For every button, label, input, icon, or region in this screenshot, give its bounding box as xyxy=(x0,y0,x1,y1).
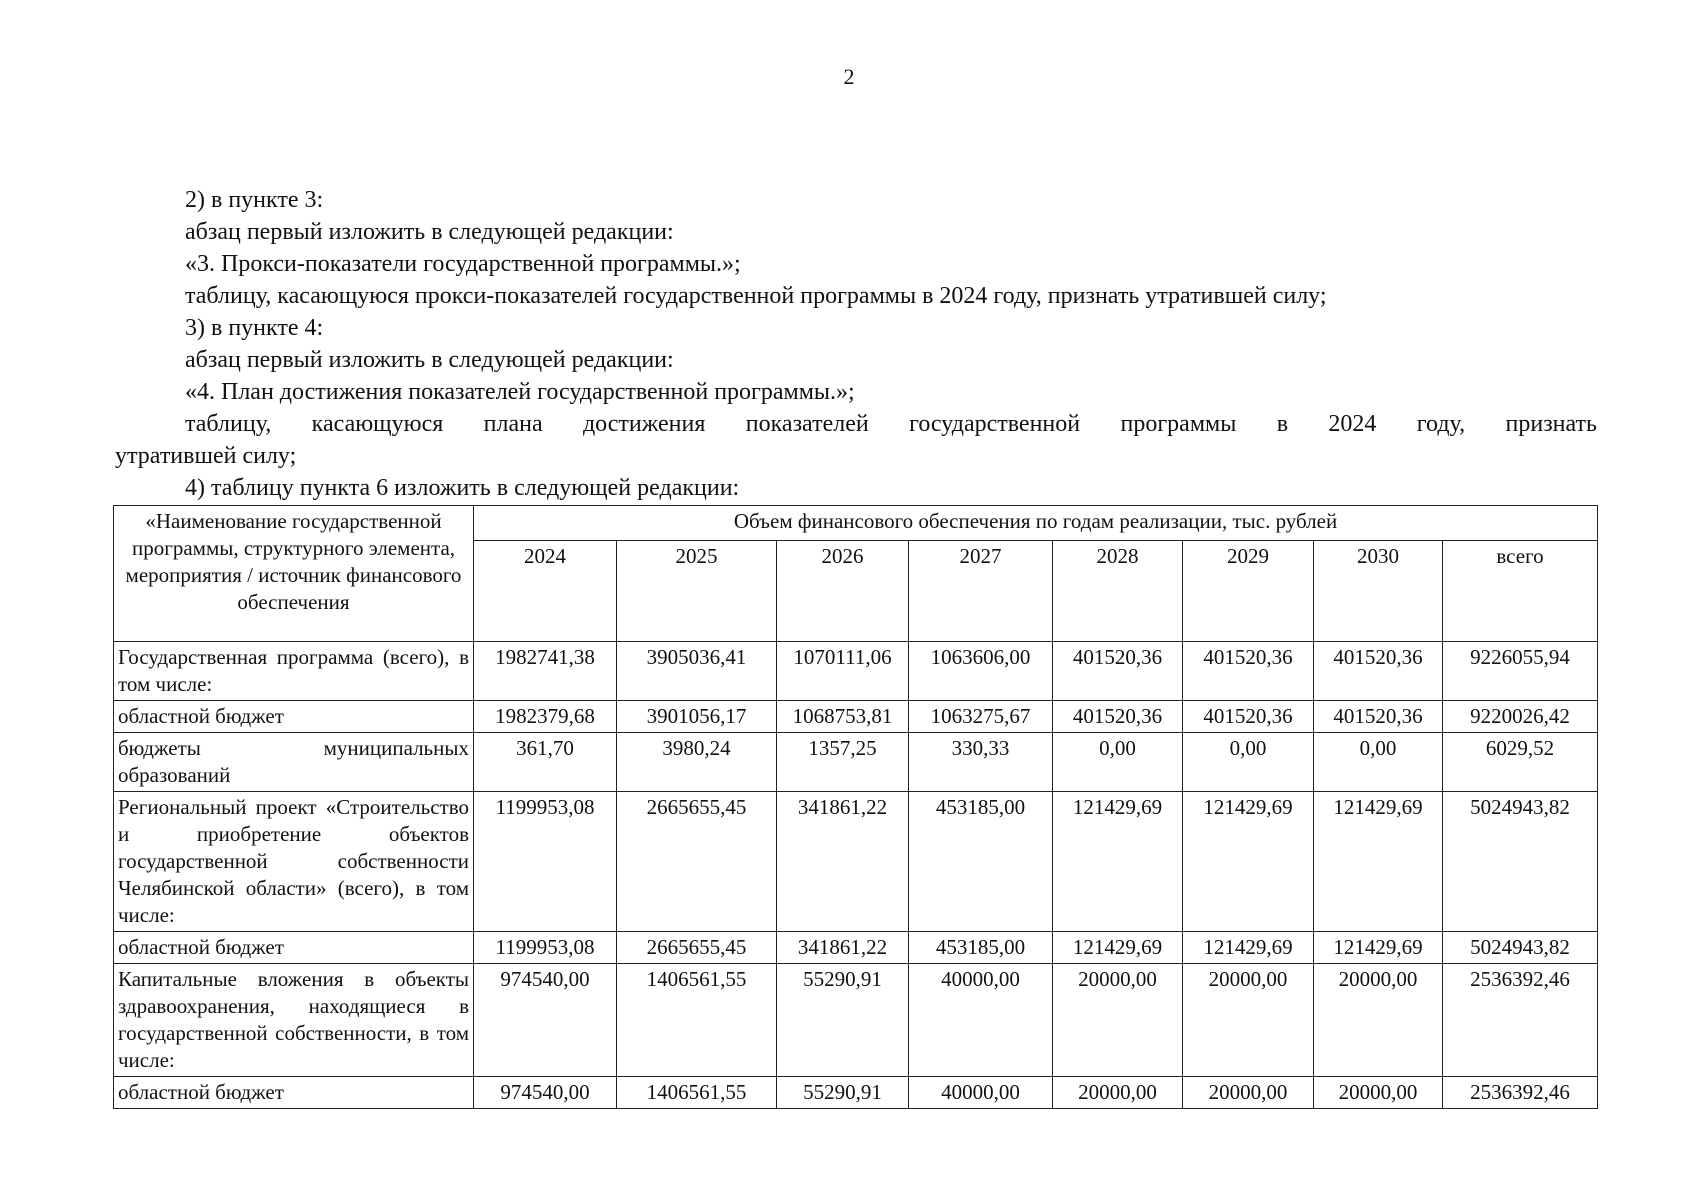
value-cell: 20000,00 xyxy=(1053,964,1183,1077)
table-row xyxy=(114,964,1598,1077)
row-name-cell: Государственная программа (всего), в том числе: xyxy=(114,642,474,701)
value-cell: 121429,69 xyxy=(1183,932,1314,964)
year-header: 2028 xyxy=(1053,541,1183,642)
table-body xyxy=(114,642,1598,1109)
row-name-cell: Региональный проект «Строительство и приобретение объектов государственной собственности Челябинской области» (всего), в том числе: xyxy=(114,792,474,932)
table-row xyxy=(114,1077,1598,1109)
value-cell: 1357,25 xyxy=(777,733,909,792)
value-cell: 401520,36 xyxy=(1314,701,1443,733)
value-cell: 1406561,55 xyxy=(617,1077,777,1109)
table-row xyxy=(114,932,1598,964)
paragraph: «4. План достижения показателей государственной программы.»; xyxy=(185,379,855,405)
value-cell: 55290,91 xyxy=(777,964,909,1077)
value-cell: 2536392,46 xyxy=(1443,1077,1598,1109)
value-cell: 401520,36 xyxy=(1053,642,1183,701)
paragraph: «3. Прокси-показатели государственной программы.»; xyxy=(185,251,741,277)
value-cell: 121429,69 xyxy=(1183,792,1314,932)
value-cell: 5024943,82 xyxy=(1443,792,1598,932)
value-cell: 55290,91 xyxy=(777,1077,909,1109)
volume-header: Объем финансового обеспечения по годам реализации, тыс. рублей xyxy=(474,506,1598,541)
value-cell: 453185,00 xyxy=(909,792,1053,932)
value-cell: 121429,69 xyxy=(1314,932,1443,964)
value-cell: 341861,22 xyxy=(777,932,909,964)
table-row xyxy=(114,701,1598,733)
value-cell: 40000,00 xyxy=(909,964,1053,1077)
table-row xyxy=(114,792,1598,932)
value-cell: 20000,00 xyxy=(1314,964,1443,1077)
value-cell: 1070111,06 xyxy=(777,642,909,701)
value-cell: 20000,00 xyxy=(1314,1077,1443,1109)
value-cell: 361,70 xyxy=(474,733,617,792)
row-name-cell: бюджеты муниципальных образований xyxy=(114,733,474,792)
value-cell: 2665655,45 xyxy=(617,932,777,964)
table-row xyxy=(114,733,1598,792)
value-cell: 401520,36 xyxy=(1053,701,1183,733)
value-cell: 974540,00 xyxy=(474,1077,617,1109)
value-cell: 1406561,55 xyxy=(617,964,777,1077)
value-cell: 1199953,08 xyxy=(474,792,617,932)
paragraph: абзац первый изложить в следующей редакции: xyxy=(185,219,674,245)
value-cell: 1068753,81 xyxy=(777,701,909,733)
value-cell: 3980,24 xyxy=(617,733,777,792)
value-cell: 9226055,94 xyxy=(1443,642,1598,701)
value-cell: 1063606,00 xyxy=(909,642,1053,701)
table-header-row xyxy=(114,506,1598,541)
paragraph: 4) таблицу пункта 6 изложить в следующей редакции: xyxy=(185,475,740,501)
page-number: 2 xyxy=(843,64,855,89)
paragraph: 2) в пункте 3: xyxy=(185,187,324,213)
value-cell: 1063275,67 xyxy=(909,701,1053,733)
value-cell: 20000,00 xyxy=(1053,1077,1183,1109)
name-column-header: «Наименование государственной программы, структурного элемента, мероприятия / источник финансового обеспечения xyxy=(114,506,474,642)
value-cell: 20000,00 xyxy=(1183,964,1314,1077)
value-cell: 121429,69 xyxy=(1053,932,1183,964)
value-cell: 3901056,17 xyxy=(617,701,777,733)
amendment-text xyxy=(115,184,1597,504)
paragraph-continuation: утратившей силу; xyxy=(115,443,297,469)
value-cell: 121429,69 xyxy=(1314,792,1443,932)
row-name-cell: областной бюджет xyxy=(114,701,474,733)
value-cell: 341861,22 xyxy=(777,792,909,932)
value-cell: 1982379,68 xyxy=(474,701,617,733)
value-cell: 330,33 xyxy=(909,733,1053,792)
value-cell: 5024943,82 xyxy=(1443,932,1598,964)
value-cell: 3905036,41 xyxy=(617,642,777,701)
year-header: всего xyxy=(1443,541,1598,642)
row-name-cell: областной бюджет xyxy=(114,932,474,964)
paragraph: абзац первый изложить в следующей редакции: xyxy=(185,347,674,373)
value-cell: 401520,36 xyxy=(1183,642,1314,701)
value-cell: 1982741,38 xyxy=(474,642,617,701)
paragraph: таблицу, касающуюся плана достижения показателей государственной программы в 2024 году, признать xyxy=(185,411,1597,437)
table-row xyxy=(114,642,1598,701)
value-cell: 401520,36 xyxy=(1183,701,1314,733)
value-cell: 974540,00 xyxy=(474,964,617,1077)
row-name-cell: областной бюджет xyxy=(114,1077,474,1109)
value-cell: 2665655,45 xyxy=(617,792,777,932)
paragraph: 3) в пункте 4: xyxy=(185,315,324,341)
year-header: 2027 xyxy=(909,541,1053,642)
value-cell: 1199953,08 xyxy=(474,932,617,964)
financing-table xyxy=(113,505,1598,1109)
value-cell: 6029,52 xyxy=(1443,733,1598,792)
value-cell: 20000,00 xyxy=(1183,1077,1314,1109)
year-header: 2030 xyxy=(1314,541,1443,642)
value-cell: 453185,00 xyxy=(909,932,1053,964)
value-cell: 2536392,46 xyxy=(1443,964,1598,1077)
paragraph: таблицу, касающуюся прокси-показателей государственной программы в 2024 году, признать утратившей силу; xyxy=(185,283,1327,309)
value-cell: 0,00 xyxy=(1314,733,1443,792)
year-header: 2024 xyxy=(474,541,617,642)
year-header: 2025 xyxy=(617,541,777,642)
value-cell: 121429,69 xyxy=(1053,792,1183,932)
value-cell: 0,00 xyxy=(1053,733,1183,792)
value-cell: 40000,00 xyxy=(909,1077,1053,1109)
value-cell: 401520,36 xyxy=(1314,642,1443,701)
value-cell: 9220026,42 xyxy=(1443,701,1598,733)
value-cell: 0,00 xyxy=(1183,733,1314,792)
year-header: 2026 xyxy=(777,541,909,642)
year-header: 2029 xyxy=(1183,541,1314,642)
row-name-cell: Капитальные вложения в объекты здравоохранения, находящиеся в государственной собственности, в том числе: xyxy=(114,964,474,1077)
